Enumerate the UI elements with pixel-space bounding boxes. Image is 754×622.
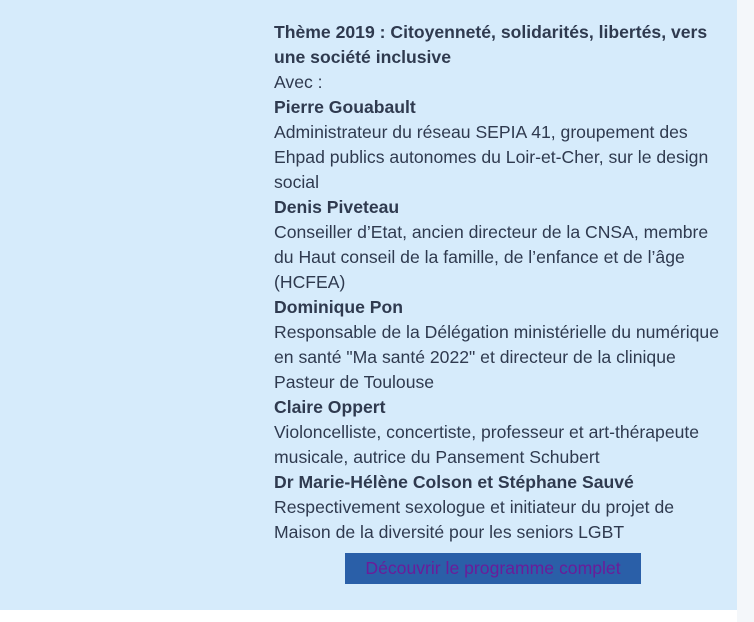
speaker-name: Denis Piveteau bbox=[274, 197, 400, 217]
speaker-description: Violoncelliste, concertiste, professeur et art-thérapeute musicale, autrice du Pansement Schubert bbox=[274, 422, 700, 467]
program-content bbox=[274, 20, 722, 545]
theme-title: Thème 2019 : Citoyenneté, solidarités, libertés, vers une société inclusive bbox=[274, 22, 708, 67]
speaker-name: Claire Oppert bbox=[274, 397, 386, 417]
with-label: Avec : bbox=[274, 72, 323, 92]
speaker-description: Conseiller d’Etat, ancien directeur de la CNSA, membre du Haut conseil de la famille, de l’enfance et de l’âge (HCFEA) bbox=[274, 222, 709, 292]
speaker-description: Responsable de la Délégation ministérielle du numérique en santé "Ma santé 2022" et directeur de la clinique Pasteur de Toulouse bbox=[274, 322, 719, 392]
speaker-name: Dominique Pon bbox=[274, 297, 404, 317]
speaker-description: Respectivement sexologue et initiateur du projet de Maison de la diversité pour les seniors LGBT bbox=[274, 497, 675, 542]
discover-program-button[interactable]: Découvrir le programme complet bbox=[345, 553, 641, 584]
speaker-name: Pierre Gouabault bbox=[274, 97, 416, 117]
speaker-name: Dr Marie-Hélène Colson et Stéphane Sauvé bbox=[274, 472, 634, 492]
speaker-description: Administrateur du réseau SEPIA 41, groupement des Ehpad publics autonomes du Loir-et-Cher, sur le design social bbox=[274, 122, 709, 192]
page-right-edge bbox=[737, 0, 754, 622]
